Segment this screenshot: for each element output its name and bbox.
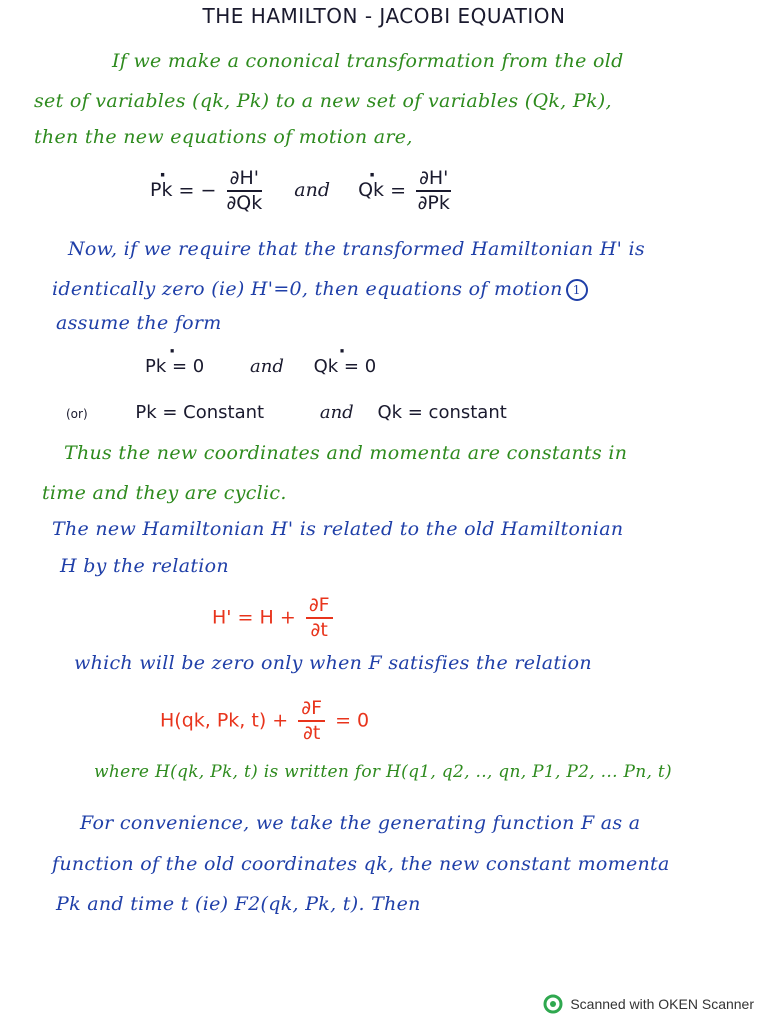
para7-line3: Pk and time t (ie) F2(qk, Pk, t). Then xyxy=(56,893,421,915)
or-label: (or) xyxy=(66,407,88,421)
scanner-watermark xyxy=(543,994,754,1014)
page-title: THE HAMILTON - JACOBI EQUATION xyxy=(202,4,566,28)
eq1-equals-minus: = − xyxy=(178,179,217,202)
para4-line1: The new Hamiltonian H' is related to the old Hamiltonian xyxy=(52,518,624,540)
eq1-fraction-2 xyxy=(416,168,451,214)
para3-line2: time and they are cyclic. xyxy=(42,482,287,504)
pk-dot-symbol: · Pk xyxy=(150,179,172,201)
para2-line2-text: identically zero (ie) H'=0, then equations of motion xyxy=(52,278,563,300)
eq2-pk: · Pk = 0 xyxy=(145,356,204,377)
para2-line2 xyxy=(52,278,588,301)
para6-line1: where H(qk, Pk, t) is written for H(q1, q2, .., qn, P1, P2, ... Pn, t) xyxy=(94,762,672,782)
para2-line3: assume the form xyxy=(56,312,222,334)
eq5-den: ∂t xyxy=(303,721,321,744)
hamiltonian-relation xyxy=(212,595,337,641)
eq2-qk: · Qk = 0 xyxy=(314,356,377,377)
eq1-fraction-1 xyxy=(226,168,262,214)
eq2-and: and xyxy=(250,356,284,377)
eq4-fraction xyxy=(306,595,333,641)
eq1-and: and xyxy=(294,179,331,202)
eq4-num: ∂F xyxy=(306,595,333,619)
para5-line1: which will be zero only when F satisfies the relation xyxy=(74,652,592,674)
para7-line2: function of the old coordinates qk, the new constant momenta xyxy=(52,853,670,875)
constant-equations xyxy=(66,402,507,423)
para4-line2: H by the relation xyxy=(60,555,229,577)
eq1-equals: = xyxy=(390,179,407,202)
para1-line1: If we make a cononical transformation from the old xyxy=(112,50,624,72)
hamilton-jacobi-condition xyxy=(160,698,369,744)
para1-line3: then the new equations of motion are, xyxy=(34,126,413,148)
eq1-den1: ∂Qk xyxy=(226,191,263,214)
eq4-den: ∂t xyxy=(310,618,328,641)
oken-logo-icon xyxy=(543,994,563,1014)
eq1-num2: ∂H' xyxy=(416,168,451,192)
qk-dot-symbol: · Qk xyxy=(358,179,384,201)
para2-line1: Now, if we require that the transformed Hamiltonian H' is xyxy=(68,238,645,260)
derivative-zero-equations xyxy=(145,356,376,377)
eq3-qk: Qk = constant xyxy=(377,402,507,423)
eq5-fraction xyxy=(298,698,325,744)
para7-line1: For convenience, we take the generating function F as a xyxy=(80,812,641,834)
eq4-lhs: H' = H + xyxy=(212,606,296,629)
eq3-pk: Pk = Constant xyxy=(135,402,265,423)
eq5-rhs: = 0 xyxy=(335,709,370,732)
para3-line1: Thus the new coordinates and momenta are constants in xyxy=(64,442,628,464)
eq1-den2: ∂Pk xyxy=(417,191,450,214)
circled-marker: 1 xyxy=(566,279,588,301)
eq3-and: and xyxy=(319,402,354,423)
para1-line2: set of variables (qk, Pk) to a new set of variables (Qk, Pk), xyxy=(34,90,612,112)
eq1-num1: ∂H' xyxy=(227,168,262,192)
watermark-text: Scanned with OKEN Scanner xyxy=(570,996,754,1012)
equations-of-motion xyxy=(150,168,455,214)
eq5-lhs: H(qk, Pk, t) + xyxy=(160,709,289,732)
eq5-num: ∂F xyxy=(298,698,325,722)
